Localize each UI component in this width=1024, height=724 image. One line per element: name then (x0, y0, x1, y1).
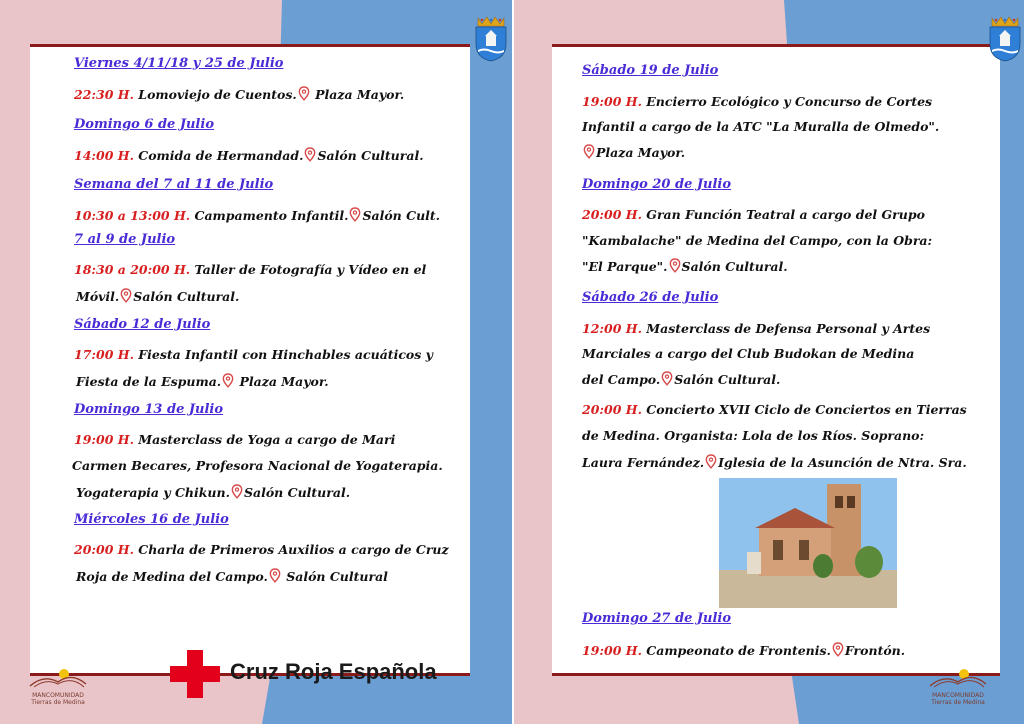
day-heading: Miércoles 16 de Julio (74, 512, 229, 527)
event-place: Iglesia de la Asunción de Ntra. Sra. (718, 455, 967, 470)
event-text: Encierro Ecológico y Concurso de Cortes (641, 94, 933, 109)
event-line (76, 373, 329, 389)
location-pin-icon (661, 371, 673, 386)
page-divider (512, 0, 514, 724)
event-time: 17:00 H. (74, 347, 134, 362)
event-text: Carmen Becares, Profesora Nacional de Yogaterapia. (72, 458, 443, 473)
day-heading: Sábado 26 de Julio (582, 290, 719, 305)
location-pin-icon (349, 207, 361, 222)
event-text: Laura Fernández. (582, 455, 705, 470)
event-time: 19:00 H. (582, 94, 642, 109)
location-pin-icon (583, 144, 595, 159)
event-place: Frontón. (844, 643, 906, 658)
event-time: 12:00 H. (582, 321, 642, 336)
mancomunidad-line2: Tierras de Medina (931, 699, 985, 706)
mancomunidad-logo (26, 668, 90, 706)
event-line (74, 542, 449, 557)
event-text: Concierto XVII Ciclo de Conciertos en Tierras (641, 402, 967, 417)
location-pin-icon (705, 454, 717, 469)
event-time: 22:30 H. (74, 87, 134, 102)
red-cross-icon (170, 650, 220, 698)
event-text: Masterclass de Defensa Personal y Artes (641, 321, 931, 336)
event-text: Fiesta de la Espuma. (76, 374, 222, 389)
event-text: Marciales a cargo del Club Budokan de Medina (582, 346, 915, 361)
event-text: Infantil a cargo de la ATC "La Muralla de Olmedo". (582, 119, 940, 134)
event-line (582, 233, 932, 248)
program-sheet (30, 44, 470, 684)
event-time: 19:00 H. (582, 643, 642, 658)
event-line (582, 258, 788, 274)
location-pin-icon (304, 147, 316, 162)
event-line (582, 119, 939, 134)
event-text: "Kambalache" de Medina del Campo, con la Obra: (582, 233, 933, 248)
event-place: Salón Cult. (362, 208, 441, 223)
sun-hills-icon (926, 668, 990, 688)
event-text: Charla de Primeros Auxilios a cargo de Cruz (133, 542, 449, 557)
event-time: 20:00 H. (582, 207, 642, 222)
event-text: del Campo. (582, 372, 661, 387)
day-heading: 7 al 9 de Julio (74, 232, 176, 247)
mancomunidad-line2: Tierras de Medina (31, 699, 85, 706)
location-pin-icon (269, 568, 281, 583)
event-place: Salón Cultural. (317, 148, 424, 163)
event-place: Salón Cultural. (681, 259, 788, 274)
event-text: Lomoviejo de Cuentos. (133, 87, 297, 102)
cruz-roja-text: Cruz Roja Española (230, 659, 437, 684)
day-heading: Semana del 7 al 11 de Julio (74, 177, 274, 192)
location-pin-icon (298, 86, 310, 101)
church-photo (719, 478, 897, 608)
event-text: de Medina. Organista: Lola de los Ríos. Soprano: (582, 428, 925, 443)
event-line (582, 371, 780, 387)
event-line (74, 86, 404, 102)
event-line (74, 432, 395, 447)
event-place: Salón Cultural. (243, 485, 351, 500)
event-place: Salón Cultural. (674, 372, 781, 387)
event-time: 20:00 H. (582, 402, 642, 417)
event-text: Comida de Hermandad. (133, 148, 304, 163)
mancomunidad-line1: MANCOMUNIDAD (32, 692, 84, 699)
location-pin-icon (231, 484, 243, 499)
event-line (582, 642, 905, 658)
event-time: 10:30 a 13:00 H. (74, 208, 191, 223)
event-text: Taller de Fotografía y Vídeo en el (190, 262, 427, 277)
event-time: 20:00 H. (74, 542, 134, 557)
event-text: Yogaterapia y Chikun. (76, 485, 230, 500)
event-line (74, 262, 426, 277)
mancomunidad-logo (926, 668, 990, 706)
day-heading: Domingo 6 de Julio (74, 117, 214, 132)
location-pin-icon (832, 642, 844, 657)
event-place: Plaza Mayor. (596, 145, 686, 160)
event-time: 14:00 H. (74, 148, 134, 163)
event-place: Plaza Mayor. (235, 374, 329, 389)
event-text: Roja de Medina del Campo. (76, 569, 268, 584)
event-line (582, 321, 930, 336)
event-text: Campamento Infantil. (190, 208, 349, 223)
event-line (76, 484, 350, 500)
location-pin-icon (120, 288, 132, 303)
event-text: Gran Función Teatral a cargo del Grupo (641, 207, 925, 222)
top-rule (30, 44, 470, 47)
event-line (582, 144, 685, 160)
cruz-roja-logo (170, 650, 437, 698)
day-heading: Viernes 4/11/18 y 25 de Julio (74, 56, 284, 71)
event-time: 19:00 H. (74, 432, 134, 447)
event-time: 18:30 a 20:00 H. (74, 262, 191, 277)
right-page (512, 0, 1024, 724)
day-heading: Sábado 12 de Julio (74, 317, 211, 332)
coat-of-arms-icon (472, 14, 510, 62)
event-line (582, 94, 932, 109)
event-line (76, 568, 388, 584)
event-line (582, 428, 924, 443)
sun-hills-icon (26, 668, 90, 688)
event-line (582, 346, 914, 361)
event-place: Salón Cultural (281, 569, 388, 584)
program-sheet (552, 44, 1000, 676)
event-line (582, 402, 967, 417)
location-pin-icon (669, 258, 681, 273)
day-heading: Domingo 27 de Julio (582, 611, 732, 626)
coat-of-arms-icon (986, 14, 1024, 62)
event-place: Salón Cultural. (133, 289, 240, 304)
event-place: Plaza Mayor. (310, 87, 405, 102)
event-line (76, 288, 239, 304)
location-pin-icon (222, 373, 234, 388)
event-text: Móvil. (76, 289, 120, 304)
mancomunidad-line1: MANCOMUNIDAD (932, 692, 984, 699)
event-text: Campeonato de Frontenis. (641, 643, 831, 658)
day-heading: Domingo 20 de Julio (582, 177, 732, 192)
event-line (582, 454, 967, 470)
top-rule (552, 44, 1000, 47)
event-line (582, 207, 925, 222)
day-heading: Domingo 13 de Julio (74, 402, 224, 417)
event-text: "El Parque". (582, 259, 668, 274)
event-text: Fiesta Infantil con Hinchables acuáticos y (133, 347, 433, 362)
day-heading: Sábado 19 de Julio (582, 63, 719, 78)
event-line (74, 347, 433, 362)
event-line (72, 458, 443, 473)
event-line (74, 147, 424, 163)
event-line (74, 207, 440, 223)
event-text: Masterclass de Yoga a cargo de Mari (133, 432, 396, 447)
